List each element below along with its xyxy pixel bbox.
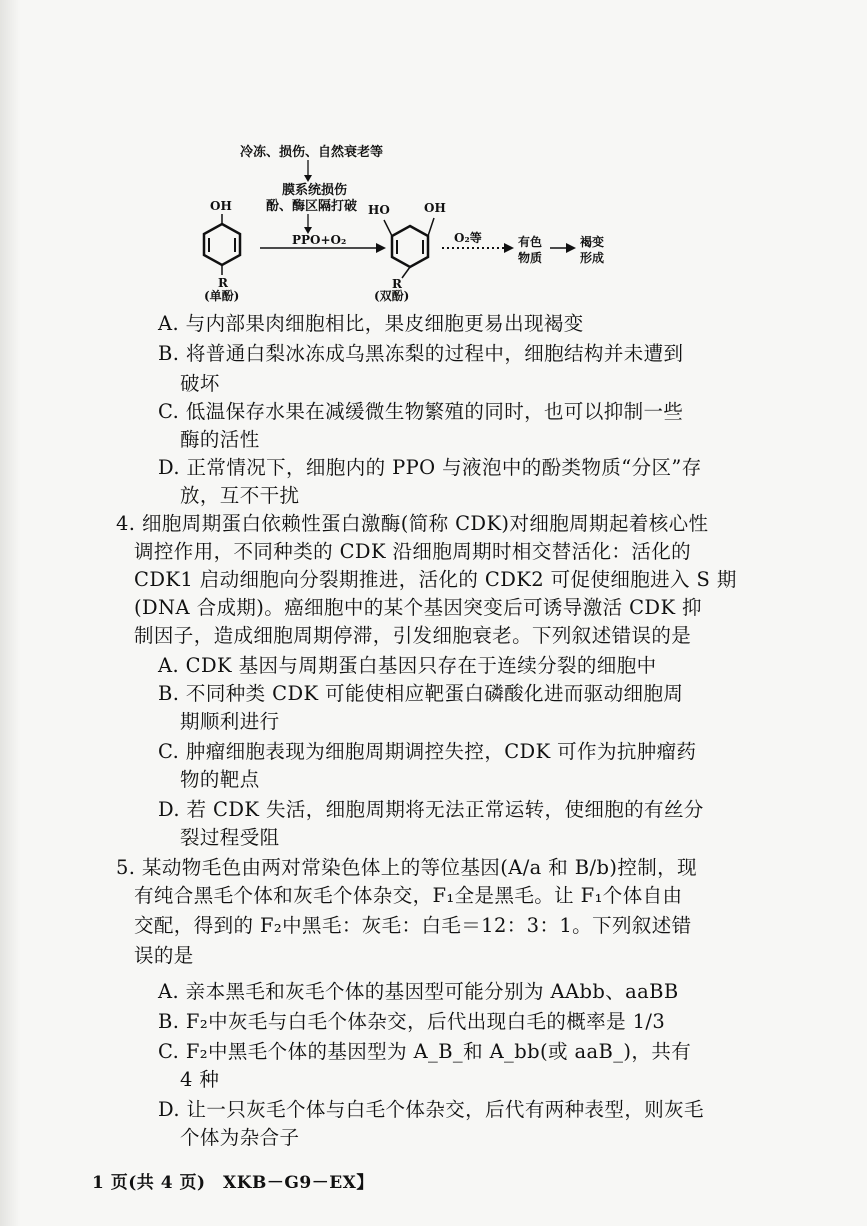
damage-text-1: 膜系统损伤 [282,183,348,198]
q5-stem-3: 交配，得到的 F₂中黑毛：灰毛：白毛＝12：3：1。下列叙述错 [134,914,692,937]
q5-option-b: B. F₂中灰毛与白毛个体杂交，后代出现白毛的概率是 1/3 [158,1010,666,1033]
colored-substance-2: 物质 [518,251,543,265]
q3-option-a: A. 与内部果肉细胞相比，果皮细胞更易出现褐变 [158,312,584,335]
q5-option-c: C. F₂中黑毛个体的基因型为 A_B_和 A_bb(或 aaB_)，共有 [158,1040,692,1063]
damage-text-2: 酚、酶区隔打破 [266,199,358,214]
q4-option-c-cont: 物的靶点 [180,768,260,791]
r-label-right: R [392,277,402,291]
r-label-left: R [218,276,228,290]
q5-stem-1: 5. 某动物毛色由两对常染色体上的等位基因(A/a 和 B/b)控制，现 [116,856,697,879]
q4-option-b: B. 不同种类 CDK 可能使相应靶蛋白磷酸化进而驱动细胞周 [158,682,684,705]
q3-option-b-cont: 破坏 [180,372,220,395]
diphenol-label: (双酚) [374,289,410,303]
q4-stem-5: 制因子，造成细胞周期停滞，引发细胞衰老。下列叙述错误的是 [134,624,692,647]
q4-stem-1: 4. 细胞周期蛋白依赖性蛋白激酶(简称 CDK)对细胞周期起着核心性 [116,512,709,535]
q4-option-d-cont: 裂过程受阻 [180,826,280,849]
q5-option-d: D. 让一只灰毛个体与白毛个体杂交，后代有两种表型，则灰毛 [158,1098,704,1121]
q4-option-d: D. 若 CDK 失活，细胞周期将无法正常运转，使细胞的有丝分 [158,798,704,821]
browning-2: 形成 [580,251,605,265]
colored-substance-1: 有色 [518,235,543,249]
footer-page-number: 1 [92,1173,105,1193]
q3-option-d-cont: 放，互不干扰 [180,484,300,507]
enzyme-label: PPO+O₂ [292,233,347,247]
page-footer [92,1168,374,1193]
browning-1: 褐变 [580,235,605,249]
q3-option-c-cont: 酶的活性 [180,428,260,451]
scan-edge-shadow [0,0,20,1226]
q5-stem-2: 有纯合黑毛个体和灰毛个体杂交，F₁全是黑毛。让 F₁个体自由 [134,884,683,907]
cause-text: 冷冻、损伤、自然衰老等 [240,145,384,160]
q5-stem-4: 误的是 [134,944,194,967]
q4-option-c: C. 肿瘤细胞表现为细胞周期调控失控，CDK 可作为抗肿瘤药 [158,740,697,763]
q4-option-a: A. CDK 基因与周期蛋白基因只存在于连续分裂的细胞中 [158,654,657,677]
q3-option-c: C. 低温保存水果在减缓微生物繁殖的同时，也可以抑制一些 [158,400,684,423]
pathway-svg [204,138,640,306]
q5-option-d-cont: 个体为杂合子 [180,1126,300,1149]
browning-pathway-diagram [204,138,640,306]
q4-stem-3: CDK1 启动细胞向分裂期推进，活化的 CDK2 可促使细胞进入 S 期 [134,568,737,591]
monophenol-label: (单酚) [204,289,240,303]
q3-option-d: D. 正常情况下，细胞内的 PPO 与液泡中的酚类物质“分区”存 [158,456,702,479]
q5-option-a: A. 亲本黑毛和灰毛个体的基因型可能分别为 AAbb、aaBB [158,980,679,1003]
q3-option-b: B. 将普通白梨冰冻成乌黑冻梨的过程中，细胞结构并未遭到 [158,342,684,365]
ho-label-right: HO [368,203,390,217]
q4-stem-2: 调控作用，不同种类的 CDK 沿细胞周期时相交替活化：活化的 [134,540,692,563]
o2-label: O₂等 [454,231,482,245]
oh-label-left: OH [210,199,232,213]
q5-option-c-cont: 4 种 [180,1068,220,1091]
oh-label-right: OH [424,201,446,215]
q4-stem-4: (DNA 合成期)。癌细胞中的某个基因突变后可诱导激活 CDK 抑 [134,596,702,619]
q4-option-b-cont: 期顺利进行 [180,710,280,733]
footer-text: 页(共 4 页) XKB－G9－EX】 [110,1173,374,1193]
